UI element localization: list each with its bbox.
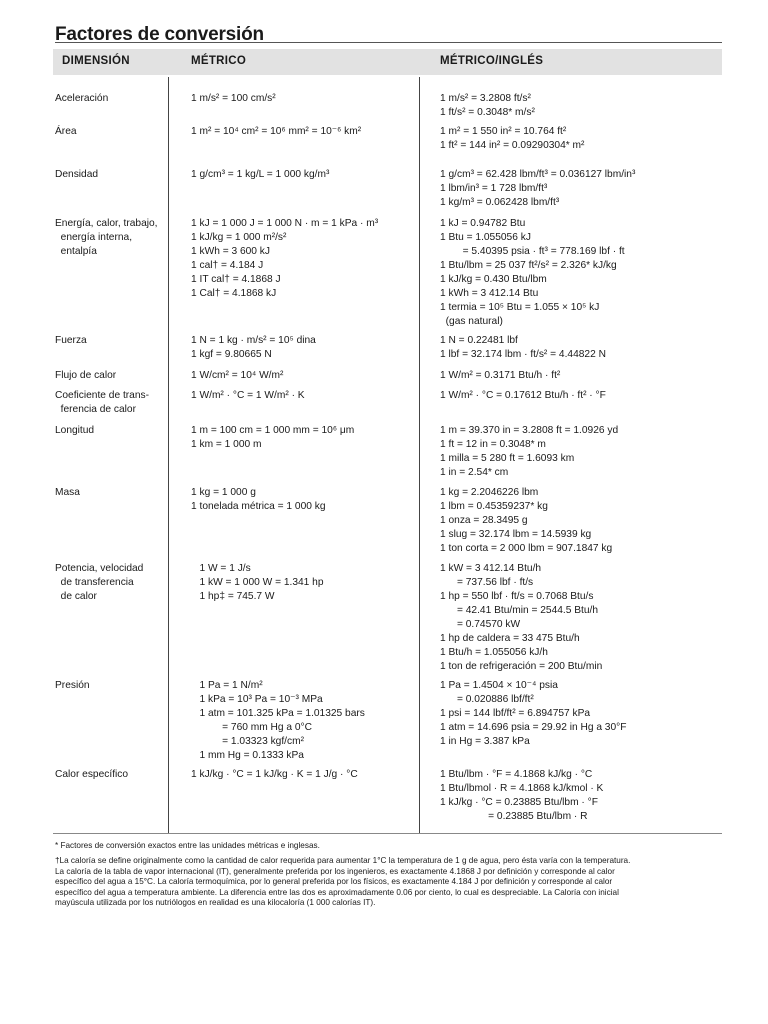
dimension-cell: Área bbox=[55, 126, 77, 137]
dimension-cell: Energía, calor, trabajo, energía interna, entalpía bbox=[55, 218, 158, 257]
metric-cell: 1 N = 1 kg · m/s² = 10⁵ dina 1 kgf = 9.80665 N bbox=[191, 335, 316, 360]
metric-cell: 1 kg = 1 000 g 1 tonelada métrica = 1 000 kg bbox=[191, 487, 326, 512]
dimension-cell: Potencia, velocidad de transferencia de calor bbox=[55, 563, 144, 602]
page-title: Factores de conversión bbox=[55, 24, 264, 45]
column-header-dimension: DIMENSIÓN bbox=[62, 55, 130, 67]
dimension-cell: Masa bbox=[55, 487, 80, 498]
metric-english-cell: 1 W/m² · °C = 0.17612 Btu/h · ft² · °F bbox=[440, 390, 606, 401]
metric-english-cell: 1 W/m² = 0.3171 Btu/h · ft² bbox=[440, 370, 561, 381]
dimension-cell: Flujo de calor bbox=[55, 370, 117, 381]
metric-english-cell: 1 g/cm³ = 62.428 lbm/ft³ = 0.036127 lbm/in³ 1 lbm/in³ = 1 728 lbm/ft³ 1 kg/m³ = 0.062428 lbm/ft³ bbox=[440, 169, 636, 208]
table-bottom-rule bbox=[53, 833, 722, 834]
metric-cell: 1 kJ/kg · °C = 1 kJ/kg · K = 1 J/g · °C bbox=[191, 769, 358, 780]
dimension-cell: Longitud bbox=[55, 425, 95, 436]
metric-cell: 1 Pa = 1 N/m² 1 kPa = 10³ Pa = 10⁻³ MPa 1 atm = 101.325 kPa = 1.01325 bars = 760 mm Hg a 0°C = 1.03323 kgf/cm² 1 mm Hg = 0.1333 kPa bbox=[199, 680, 365, 761]
metric-cell: 1 kJ = 1 000 J = 1 000 N · m = 1 kPa · m³ 1 kJ/kg = 1 000 m²/s² 1 kWh = 3 600 kJ 1 cal† = 4.184 J 1 IT cal† = 4.1868 J 1 Cal† = 4.1868 kJ bbox=[191, 218, 379, 299]
column-header-metrico-ingles: MÉTRICO/INGLÉS bbox=[440, 55, 544, 67]
column-divider bbox=[168, 77, 169, 833]
metric-cell: 1 W/cm² = 10⁴ W/m² bbox=[191, 370, 284, 381]
column-header-metrico: MÉTRICO bbox=[191, 55, 247, 67]
dimension-cell: Densidad bbox=[55, 169, 99, 180]
metric-cell: 1 m/s² = 100 cm/s² bbox=[191, 93, 276, 104]
footnote-caloria: †La caloría se define originalmente como la cantidad de calor requerida para aumentar 1°C la temperatura de 1 g de agua, pero ésta varía con la temperatura. La caloría de la tabla de vapor internacional (IT), generalmente preferida por los ingenieros, es exactamente 4.1868 J por definición y corresponde al calor específico del agua a 15°C. La caloría termoquímica, por lo general preferida por los físicos, es exactamente 4.184 J por definición y corresponde al calor específico del agua a temperatura ambiente. La diferencia entre las dos es aproximadamente 0.06 por ciento, lo cual es despreciable. La Caloría con inicial mayúscula utilizada por los nutriólogos en realidad es una kilocaloría (1 000 calorías IT). bbox=[55, 856, 631, 908]
metric-english-cell: 1 m = 39.370 in = 3.2808 ft = 1.0926 yd 1 ft = 12 in = 0.3048* m 1 milla = 5 280 ft = 1.6093 km 1 in = 2.54* cm bbox=[440, 425, 619, 478]
metric-english-cell: 1 m/s² = 3.2808 ft/s² 1 ft/s² = 0.3048* m/s² bbox=[440, 93, 535, 118]
metric-english-cell: 1 N = 0.22481 lbf 1 lbf = 32.174 lbm · ft/s² = 4.44822 N bbox=[440, 335, 606, 360]
dimension-cell: Calor específico bbox=[55, 769, 129, 780]
dimension-cell: Aceleración bbox=[55, 93, 109, 104]
dimension-cell: Coeficiente de trans- ferencia de calor bbox=[55, 390, 150, 415]
column-divider bbox=[419, 77, 420, 833]
dimension-cell: Fuerza bbox=[55, 335, 87, 346]
metric-english-cell: 1 kW = 3 412.14 Btu/h = 737.56 lbf · ft/s 1 hp = 550 lbf · ft/s = 0.7068 Btu/s = 42.41 Btu/min = 2544.5 Btu/h = 0.74570 kW 1 hp de caldera = 33 475 Btu/h 1 Btu/h = 1.055056 kJ/h 1 ton de refrigeración = 200 Btu/min bbox=[440, 563, 603, 672]
metric-cell: 1 m = 100 cm = 1 000 mm = 10⁶ μm 1 km = 1 000 m bbox=[191, 425, 355, 450]
metric-english-cell: 1 m² = 1 550 in² = 10.764 ft² 1 ft² = 144 in² = 0.09290304* m² bbox=[440, 126, 585, 151]
metric-cell: 1 W = 1 J/s 1 kW = 1 000 W = 1.341 hp 1 hp‡ = 745.7 W bbox=[199, 563, 324, 602]
metric-cell: 1 g/cm³ = 1 kg/L = 1 000 kg/m³ bbox=[191, 169, 330, 180]
metric-english-cell: 1 kg = 2.2046226 lbm 1 lbm = 0.45359237* kg 1 onza = 28.3495 g 1 slug = 32.174 lbm = 14.5939 kg 1 ton corta = 2 000 lbm = 907.1847 kg bbox=[440, 487, 613, 554]
footnote-exact: * Factores de conversión exactos entre las unidades métricas e inglesas. bbox=[55, 841, 320, 850]
title-rule bbox=[55, 42, 722, 43]
metric-english-cell: 1 Btu/lbm · °F = 4.1868 kJ/kg · °C 1 Btu/lbmol · R = 4.1868 kJ/kmol · K 1 kJ/kg · °C = 0.23885 Btu/lbm · °F = 0.23885 Btu/lbm · R bbox=[440, 769, 604, 822]
metric-english-cell: 1 kJ = 0.94782 Btu 1 Btu = 1.055056 kJ = 5.40395 psia · ft³ = 778.169 lbf · ft 1 Btu/lbm = 25 037 ft²/s² = 2.326* kJ/kg 1 kJ/kg = 0.430 Btu/lbm 1 kWh = 3 412.14 Btu 1 termia = 10⁵ Btu = 1.055 × 10⁵ kJ (gas natural) bbox=[440, 218, 625, 327]
dimension-cell: Presión bbox=[55, 680, 90, 691]
metric-english-cell: 1 Pa = 1.4504 × 10⁻⁴ psia = 0.020886 lbf/ft² 1 psi = 144 lbf/ft² = 6.894757 kPa 1 atm = 14.696 psia = 29.92 in Hg a 30°F 1 in Hg = 3.387 kPa bbox=[440, 680, 627, 747]
table-header bbox=[53, 49, 722, 75]
metric-cell: 1 W/m² · °C = 1 W/m² · K bbox=[191, 390, 305, 401]
metric-cell: 1 m² = 10⁴ cm² = 10⁶ mm² = 10⁻⁶ km² bbox=[191, 126, 362, 137]
